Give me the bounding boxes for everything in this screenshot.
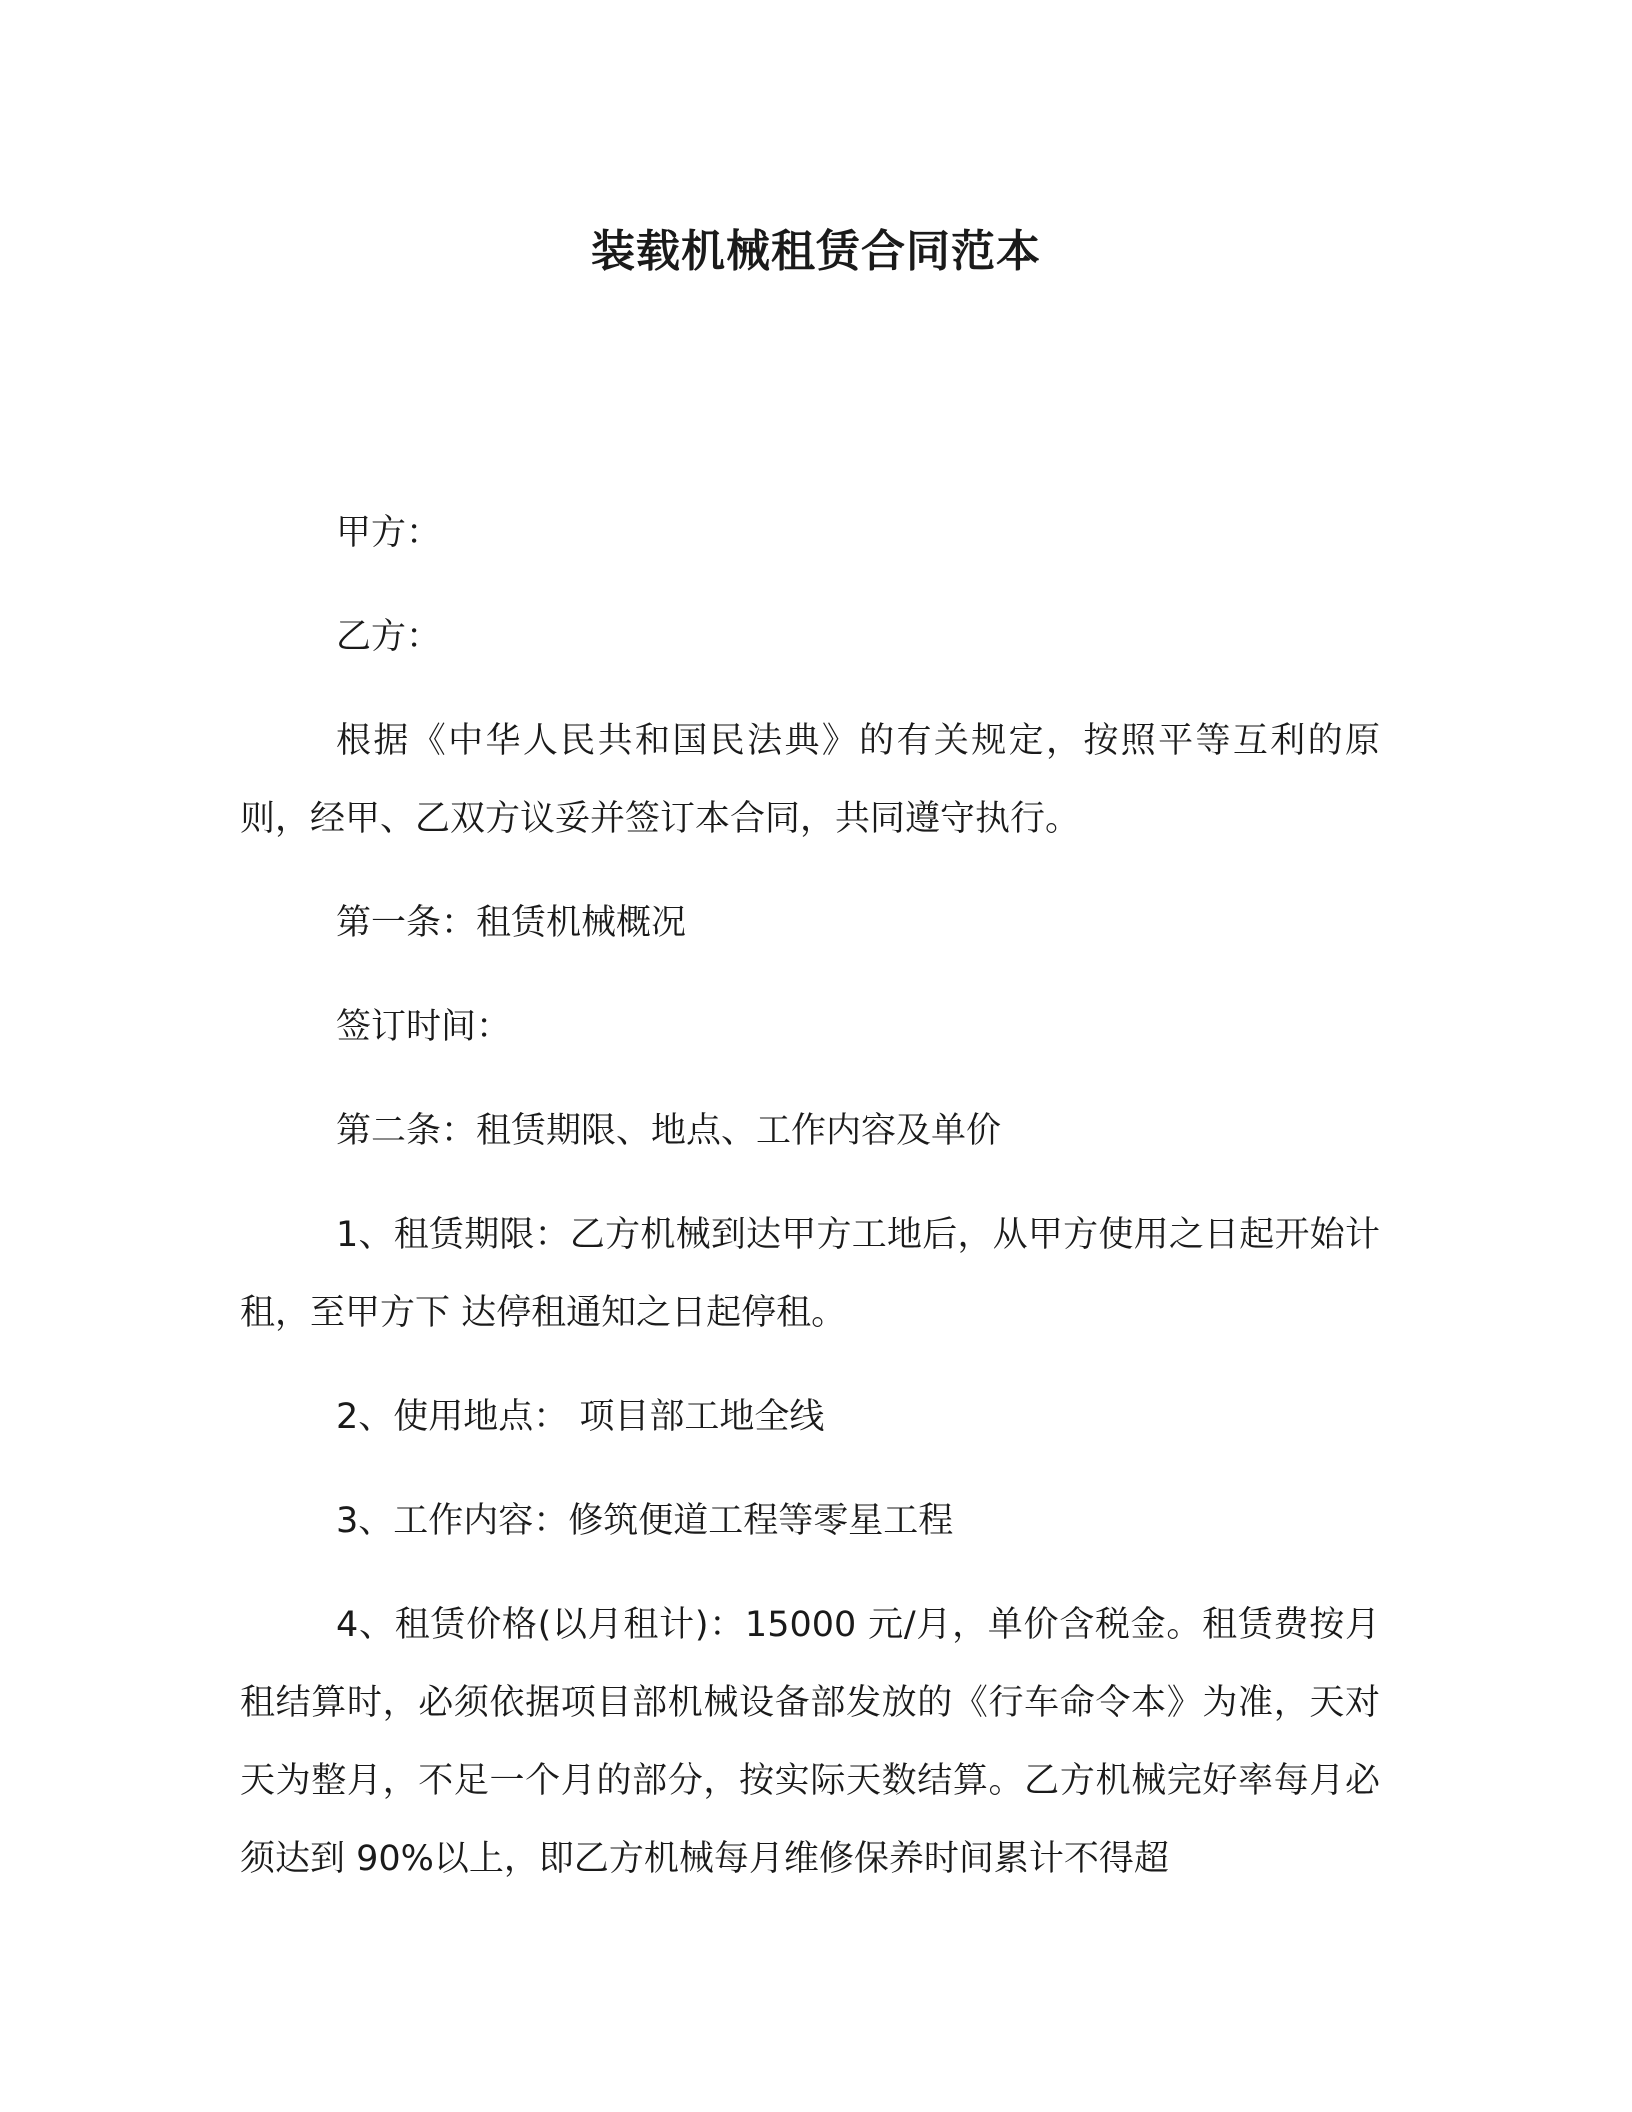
document-title: 装载机械租赁合同范本	[591, 226, 1041, 277]
signing-time-line: 签订时间：	[336, 1007, 512, 1047]
article-1-heading: 第一条：租赁机械概况	[336, 903, 687, 943]
article-2-heading: 第二条：租赁期限、地点、工作内容及单价	[336, 1111, 1002, 1151]
clause-1-lease-term: 1、租赁期限：乙方机械到达甲方工地后，从甲方使用之日起开始计租，至甲方下 达停租通知之日起停租。	[240, 1215, 1380, 1333]
party-a-line: 甲方：	[336, 513, 442, 553]
document-body	[240, 494, 1380, 1924]
preamble-paragraph: 根据《中华人民共和国民法典》的有关规定，按照平等互利的原则，经甲、乙双方议妥并签订本合同，共同遵守执行。	[240, 721, 1380, 839]
party-b-line: 乙方：	[336, 617, 442, 657]
clause-4-lease-price: 4、租赁价格(以月租计)：15000 元/月，单价含税金。租赁费按月租结算时，必须依据项目部机械设备部发放的《行车命令本》为准，天对天为整月，不足一个月的部分，按实际天数结算。乙方机械完好率每月必须达到 90%以上，即乙方机械每月维修保养时间累计不得超	[240, 1605, 1380, 1879]
clause-2-location: 2、使用地点： 项目部工地全线	[336, 1397, 825, 1437]
clause-3-work-content: 3、工作内容：修筑便道工程等零星工程	[336, 1501, 954, 1541]
